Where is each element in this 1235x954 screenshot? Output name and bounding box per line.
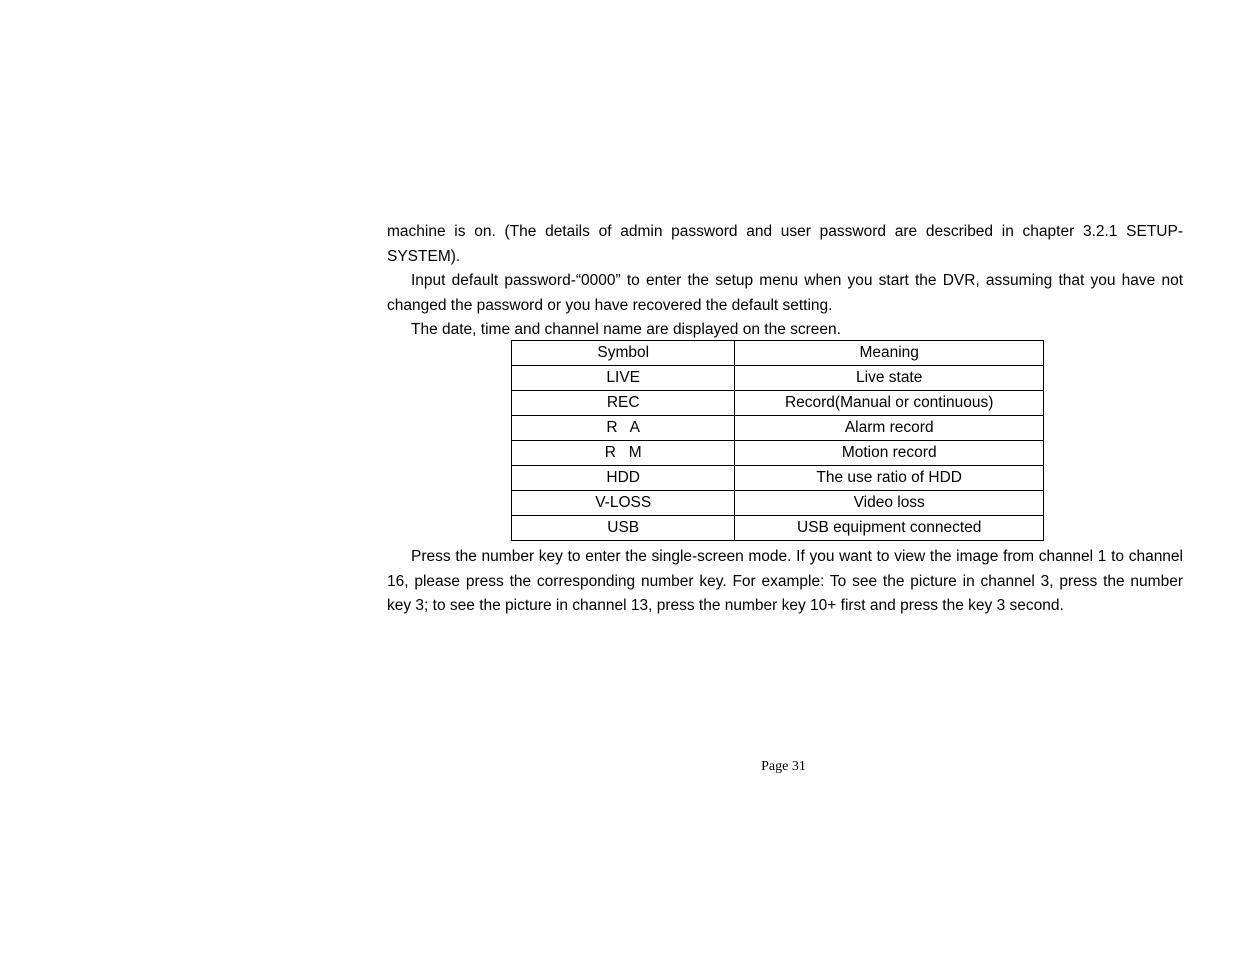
- table-header-row: [512, 341, 1044, 366]
- paragraph-number-key: Press the number key to enter the single-screen mode. If you want to view the image from channel 1 to channel 16, please press the corresponding number key. For example: To see the picture in channel 3, press the number key 3; to see the picture in channel 13, press the number key 10+ first and press the key 3 second.: [387, 548, 1183, 615]
- table-row: [512, 466, 1044, 491]
- table-row: [512, 366, 1044, 391]
- table-row: [512, 391, 1044, 416]
- table-cell-symbol: V-LOSS: [512, 491, 735, 516]
- table-row: [512, 416, 1044, 441]
- paragraph-screen-display: The date, time and channel name are displayed on the screen.: [411, 321, 841, 338]
- symbol-table: [511, 340, 1044, 541]
- page-number: Page 31: [761, 759, 806, 774]
- table-cell-symbol: HDD: [512, 466, 735, 491]
- table-cell-symbol: R A: [512, 416, 735, 441]
- table-cell-meaning: Live state: [735, 366, 1044, 391]
- table-cell-meaning: Alarm record: [735, 416, 1044, 441]
- table-row: [512, 491, 1044, 516]
- paragraph-default-password: Input default password-“0000” to enter the setup menu when you start the DVR, assuming that you have not changed the password or you have recovered the default setting.: [387, 272, 1183, 314]
- table-header-meaning: Meaning: [735, 341, 1044, 366]
- table-cell-meaning: Motion record: [735, 441, 1044, 466]
- table-cell-symbol: USB: [512, 516, 735, 541]
- table-cell-symbol: REC: [512, 391, 735, 416]
- table-cell-symbol: R M: [512, 441, 735, 466]
- table-row: [512, 441, 1044, 466]
- table-cell-meaning: Video loss: [735, 491, 1044, 516]
- table-row: [512, 516, 1044, 541]
- table-cell-meaning: The use ratio of HDD: [735, 466, 1044, 491]
- table-cell-meaning: USB equipment connected: [735, 516, 1044, 541]
- paragraph-admin-password: machine is on. (The details of admin password and user password are described in chapter 3.2.1 SETUP-SYSTEM).: [387, 223, 1183, 265]
- table-cell-meaning: Record(Manual or continuous): [735, 391, 1044, 416]
- table-cell-symbol: LIVE: [512, 366, 735, 391]
- table-header-symbol: Symbol: [512, 341, 735, 366]
